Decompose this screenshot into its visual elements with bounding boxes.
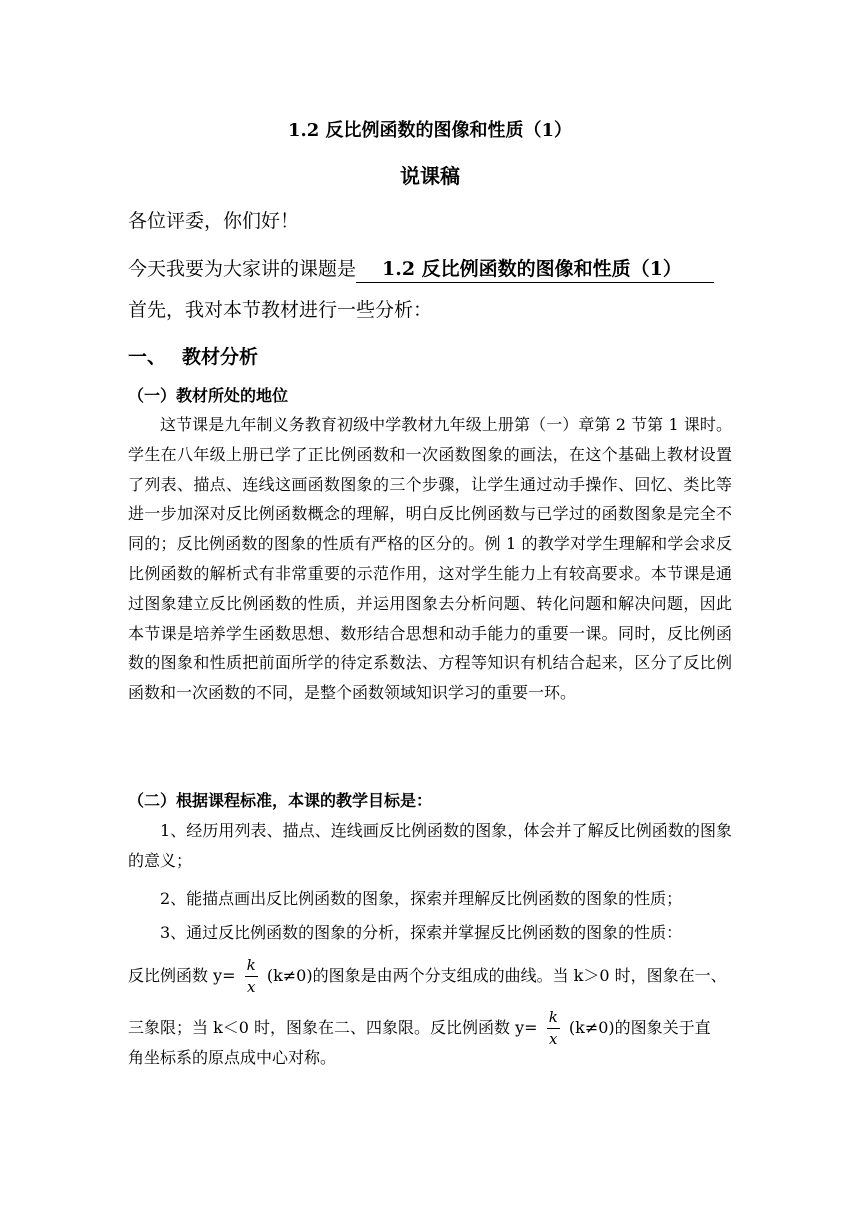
fraction-k-over-x: [245, 958, 258, 995]
subsection-heading-2: （二）根据课程标准，本课的教学目标是：: [128, 791, 433, 810]
math-text: (k≠0)的图象是由两个分支组成的曲线。当 k＞0 时，图象在一、: [266, 966, 727, 985]
intro-topic: 1.2 反比例函数的图像和性质（1）: [356, 254, 714, 283]
document-subtitle: 说课稿: [400, 164, 460, 188]
goal-item-2: 2、能描点画出反比例函数的图象，探索并理解反比例函数的图象的性质；: [160, 889, 683, 908]
section-title: 教材分析: [182, 346, 259, 368]
fraction-denominator: x: [549, 1030, 558, 1048]
fraction-k-over-x: [547, 1010, 560, 1047]
math-text: 反比例函数 y=: [128, 966, 236, 985]
body-paragraph: 这节课是九年制义务教育初级中学教材九年级上册第（一）章第 2 节第 1 课时。学生在八年级上册已学了正比例函数和一次函数图象的画法，在这个基础上教材设置了列表、描点、连线这画函数图象的三个步骤，让学生通过动手操作、回忆、类比等进一步加深对反比例函数概念的理解，明白反比例函数与已学过的函数图象是完全不同的；反比例函数的图象的性质有严格的区分的。例 1 的教学对学生理解和学会求反比例函数的解析式有非常重要的示范作用，这对学生能力上有较高要求。本节课是通过图象建立反比例函数的性质，并运用图象去分析问题、转化问题和解决问题，因此本节课是培养学生函数思想、数形结合思想和动手能力的重要一课。同时，反比例函数的图象和性质把前面所学的待定系数法、方程等知识有机结合起来，区分了反比例函数和一次函数的不同，是整个函数领域知识学习的重要一环。: [128, 415, 732, 703]
math-line-2: [128, 1010, 711, 1047]
document-title: 1.2 反比例函数的图像和性质（1）: [287, 120, 573, 141]
greeting-line: 各位评委，你们好！: [128, 210, 300, 232]
fraction-denominator: x: [246, 978, 256, 996]
fraction-numerator: k: [246, 956, 256, 974]
section-heading: [128, 342, 258, 369]
goal-item-3: 3、通过反比例函数的图象的分析，探索并掌握反比例函数的图象的性质：: [160, 923, 683, 942]
intro-prefix: 今天我要为大家讲的课题是: [128, 258, 357, 280]
math-line-1: [128, 958, 727, 995]
subsection-heading-1: （一）教材所处的地位: [128, 386, 289, 405]
intro-line: [128, 254, 714, 283]
math-line-3: 角坐标系的原点成中心对称。: [128, 1048, 337, 1067]
section-number: 一、: [128, 346, 167, 368]
math-text: (k≠0)的图象关于直: [568, 1018, 711, 1037]
goal-item-1: 1、经历用列表、描点、连线画反比例函数的图象，体会并了解反比例函数的图象的意义；: [128, 821, 732, 870]
math-text: 三象限；当 k＜0 时，图象在二、四象限。反比例函数 y=: [128, 1018, 538, 1037]
analysis-intro-line: 首先，我对本节教材进行一些分析：: [128, 299, 433, 321]
fraction-numerator: k: [548, 1008, 558, 1026]
